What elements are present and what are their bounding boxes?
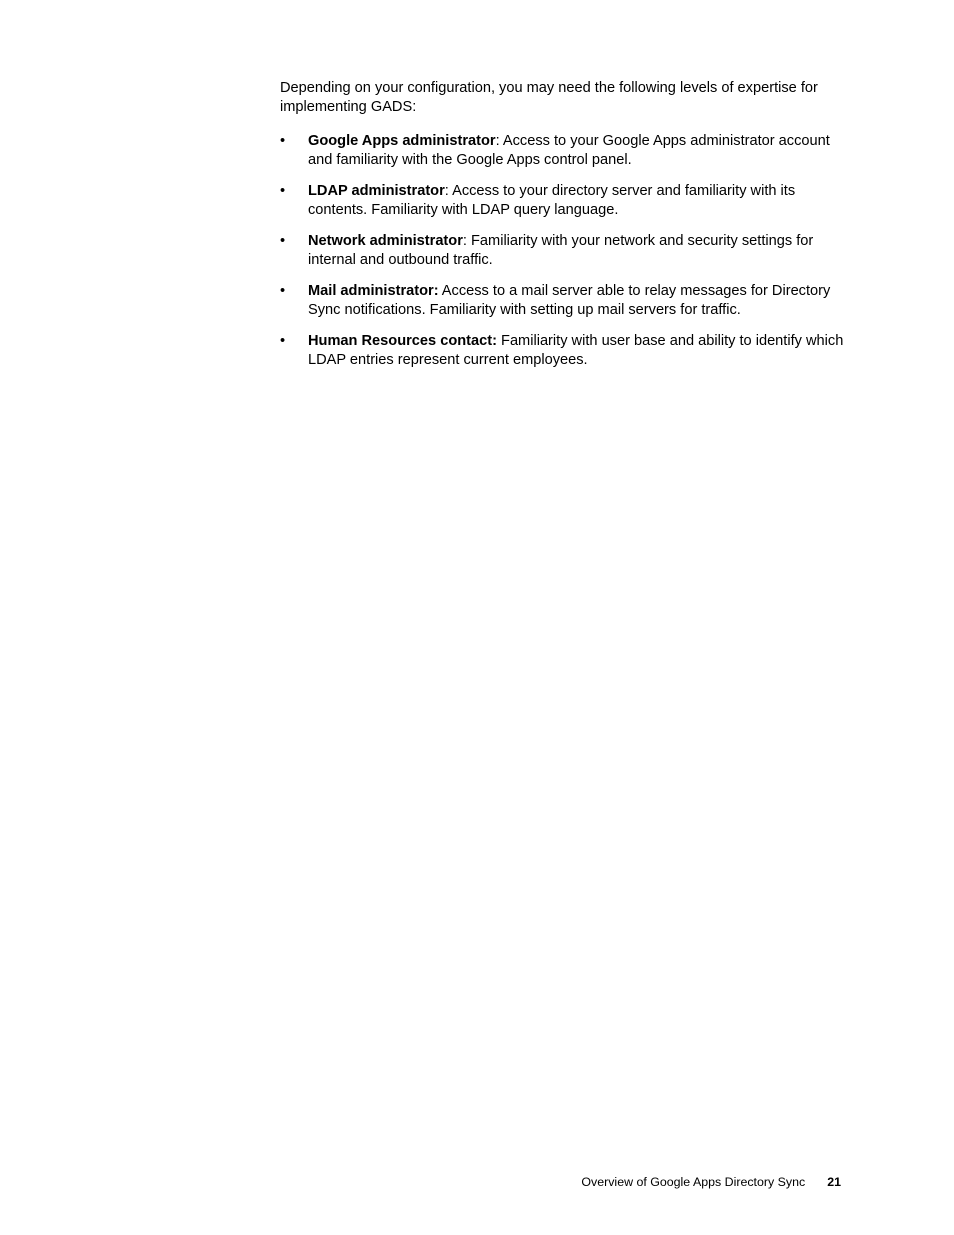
expertise-list xyxy=(280,132,845,370)
list-item-separator: : xyxy=(444,183,449,199)
list-item-text: Access to your directory server and familiarity with its contents. Familiarity with LDAP query language. xyxy=(308,183,796,218)
list-item-human-resources-contact xyxy=(280,332,845,370)
list-item-term: Human Resources contact: xyxy=(308,333,497,349)
list-item-text: Access to your Google Apps administrator account and familiarity with the Google Apps control panel. xyxy=(308,133,830,168)
bullet-icon: • xyxy=(280,233,286,249)
list-item-text: Familiarity with your network and security settings for internal and outbound traffic. xyxy=(308,233,814,268)
list-item-term: Network administrator xyxy=(308,233,463,249)
list-item-mail-administrator xyxy=(280,282,845,320)
list-item-separator: : xyxy=(495,133,500,149)
list-item-network-administrator xyxy=(280,232,845,270)
list-item-google-apps-administrator xyxy=(280,132,845,170)
list-item-ldap-administrator xyxy=(280,182,845,220)
page-number: 21 xyxy=(827,1175,841,1189)
bullet-icon: • xyxy=(280,283,286,299)
bullet-icon: • xyxy=(280,133,286,149)
list-item-text: Familiarity with user base and ability to identify which LDAP entries represent current employees. xyxy=(308,333,844,368)
footer-title: Overview of Google Apps Directory Sync xyxy=(581,1175,806,1189)
bullet-icon: • xyxy=(280,183,286,199)
list-item-term: Mail administrator: xyxy=(308,283,439,299)
list-item-text: Access to a mail server able to relay messages for Directory Sync notifications. Familiarity with setting up mail servers for traffic. xyxy=(308,283,831,318)
list-item-term: LDAP administrator xyxy=(308,183,445,199)
bullet-icon: • xyxy=(280,333,286,349)
list-item-separator: : xyxy=(462,233,467,249)
intro-paragraph: Depending on your configuration, you may need the following levels of expertise for implementing GADS: xyxy=(280,80,818,115)
list-item-term: Google Apps administrator xyxy=(308,133,496,149)
page-footer xyxy=(581,1174,841,1190)
document-body xyxy=(280,79,845,382)
